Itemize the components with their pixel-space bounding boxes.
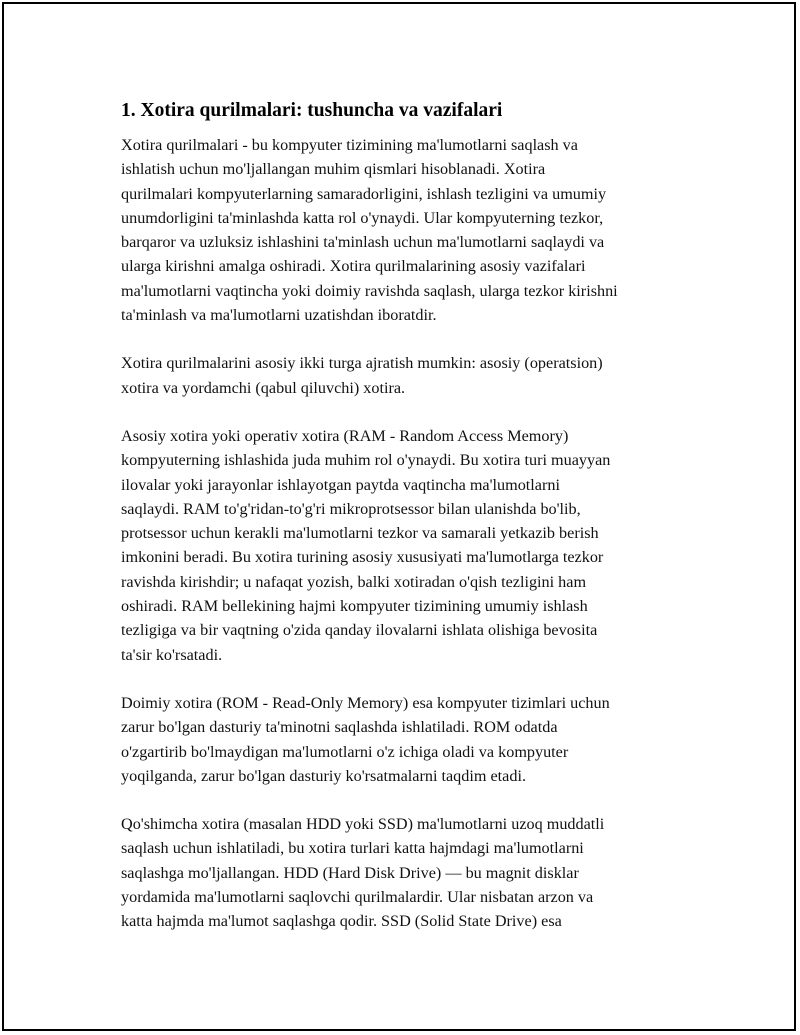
paragraph-ram <box>121 424 701 667</box>
text-line: zarur bo'lgan dasturiy ta'minotni saqlashda ishlatiladi. ROM odatda <box>121 718 558 737</box>
text-line: katta hajmda ma'lumot saqlashga qodir. SSD (Solid State Drive) esa <box>121 912 562 931</box>
text-line: Qo'shimcha xotira (masalan HDD yoki SSD) ma'lumotlarni uzoq muddatli <box>121 815 605 834</box>
text-line: saqlashga mo'ljallangan. HDD (Hard Disk Drive) — bu magnit disklar <box>121 863 579 882</box>
text-line: saqlaydi. RAM to'g'ridan-to'g'ri mikroprotsessor bilan ulanishda bo'lib, <box>121 499 581 518</box>
text-line: Xotira qurilmalari - bu kompyuter tizimining ma'lumotlarni saqlash va <box>121 136 578 154</box>
text-line: ishlatish uchun mo'ljallangan muhim qismlari hisoblanadi. Xotira <box>121 160 546 179</box>
text-line: ravishda kirishdir; u nafaqat yozish, balki xotiradan o'qish tezligini ham <box>121 572 587 591</box>
text-line: ma'lumotlarni vaqtincha yoki doimiy ravishda saqlash, ularga tezkor kirishni <box>121 281 618 300</box>
text-line: barqaror va uzluksiz ishlashini ta'minlash uchun ma'lumotlarni saqlaydi va <box>121 233 605 252</box>
text-line: qurilmalari kompyuterlarning samaradorligini, ishlash tezligini va umumiy <box>121 184 607 203</box>
text-line: oshiradi. RAM bellekining hajmi kompyuter tizimining umumiy ishlash <box>121 597 588 616</box>
text-line: tezligiga va bir vaqtning o'zida qanday ilovalarni ishlata olishiga bevosita <box>121 621 598 640</box>
text-line: Xotira qurilmalarini asosiy ikki turga ajratish mumkin: asosiy (operatsion) <box>121 354 603 373</box>
page-frame <box>2 2 796 1031</box>
paragraph-types <box>121 351 701 400</box>
text-line: kompyuterning ishlashida juda muhim rol o'ynaydi. Bu xotira turi muayyan <box>121 451 611 470</box>
text-line: ilovalar yoki jarayonlar ishlayotgan paytda vaqtincha ma'lumotlarni <box>121 475 560 494</box>
text-line: yoqilganda, zarur bo'lgan dasturiy ko'rsatmalarni taqdim etadi. <box>121 766 527 785</box>
text-line: ta'sir ko'rsatadi. <box>121 645 223 664</box>
document-body <box>121 98 701 958</box>
text-line: saqlash uchun ishlatiladi, bu xotira turlari katta hajmdagi ma'lumotlarni <box>121 839 584 858</box>
text-line: protsessor uchun kerakli ma'lumotlarni tezkor va samarali yetkazib berish <box>121 524 599 543</box>
text-line: o'zgartirib bo'lmaydigan ma'lumotlarni o'z ichiga oladi va kompyuter <box>121 742 569 761</box>
text-line: Doimiy xotira (ROM - Read-Only Memory) esa kompyuter tizimlari uchun <box>121 693 610 712</box>
text-line: ta'minlash va ma'lumotlarni uzatishdan iboratdir. <box>121 306 437 325</box>
text-line: unumdorligini ta'minlashda katta rol o'ynaydi. Ular kompyuterning tezkor, <box>121 208 604 227</box>
text-line: imkonini beradi. Bu xotira turining asosiy xususiyati ma'lumotlarga tezkor <box>121 548 604 567</box>
text-line: yordamida ma'lumotlarni saqlovchi qurilmalardir. Ular nisbatan arzon va <box>121 888 594 907</box>
paragraph-intro <box>121 133 701 327</box>
paragraph-storage <box>121 812 701 933</box>
section-heading: 1. Xotira qurilmalari: tushuncha va vazifalari <box>121 100 503 121</box>
paragraph-rom <box>121 691 701 788</box>
text-line: Asosiy xotira yoki operativ xotira (RAM - Random Access Memory) <box>121 426 569 445</box>
text-line: xotira va yordamchi (qabul qiluvchi) xotira. <box>121 378 406 397</box>
text-line: ularga kirishni amalga oshiradi. Xotira qurilmalarining asosiy vazifalari <box>121 257 586 276</box>
